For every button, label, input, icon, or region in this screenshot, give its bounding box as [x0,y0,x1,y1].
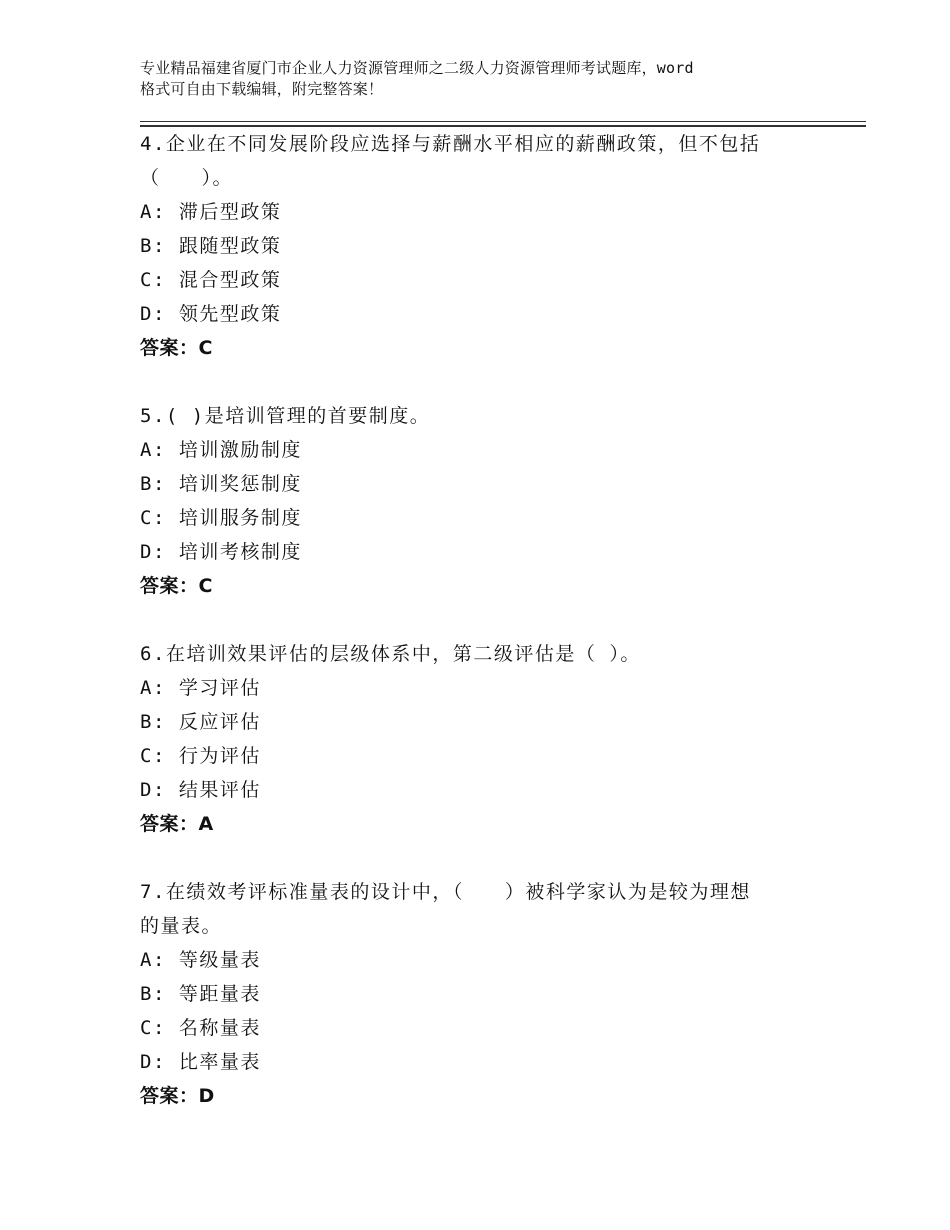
question-text-line: 4.企业在不同发展阶段应选择与薪酬水平相应的薪酬政策，但不包括 [140,133,761,155]
question-text [140,127,800,195]
question-list [140,127,866,1147]
question-text-line: 的量表。 [140,915,223,937]
option-b: B: 等距量表 [140,983,261,1005]
option-b: B: 反应评估 [140,711,261,733]
question-text-line: 5.( )是培训管理的首要制度。 [140,405,431,427]
option-c: C: 培训服务制度 [140,507,302,529]
answer: 答案：D [140,1085,215,1107]
option-b: B: 跟随型政策 [140,235,282,257]
option-d: D: 比率量表 [140,1051,261,1073]
header-divider-thin [140,121,866,122]
question-text-line: 6.在培训效果评估的层级体系中，第二级评估是（ ）。 [140,643,641,665]
question-text-line: （ ）。 [140,167,234,189]
option-a: A: 滞后型政策 [140,201,282,223]
option-c: C: 混合型政策 [140,269,282,291]
document-header [140,58,840,100]
question-4 [140,127,866,365]
question-5 [140,399,866,603]
question-6 [140,637,866,841]
option-d: D: 结果评估 [140,779,261,801]
answer: 答案：C [140,575,213,597]
option-d: D: 领先型政策 [140,303,282,325]
answer: 答案：A [140,813,214,835]
question-7 [140,875,866,1113]
question-text-line: 7.在绩效考评标准量表的设计中，（ ）被科学家认为是较为理想 [140,881,751,903]
question-text [140,637,800,671]
question-text [140,875,800,943]
header-line-1: 专业精品福建省厦门市企业人力资源管理师之二级人力资源管理师考试题库，word [140,59,694,77]
option-c: C: 名称量表 [140,1017,261,1039]
option-d: D: 培训考核制度 [140,541,302,563]
option-b: B: 培训奖惩制度 [140,473,302,495]
header-line-2: 格式可自由下载编辑，附完整答案！ [140,80,384,98]
question-text [140,399,800,433]
option-a: A: 等级量表 [140,949,261,971]
option-a: A: 学习评估 [140,677,261,699]
option-c: C: 行为评估 [140,745,261,767]
answer: 答案：C [140,337,213,359]
option-a: A: 培训激励制度 [140,439,302,461]
